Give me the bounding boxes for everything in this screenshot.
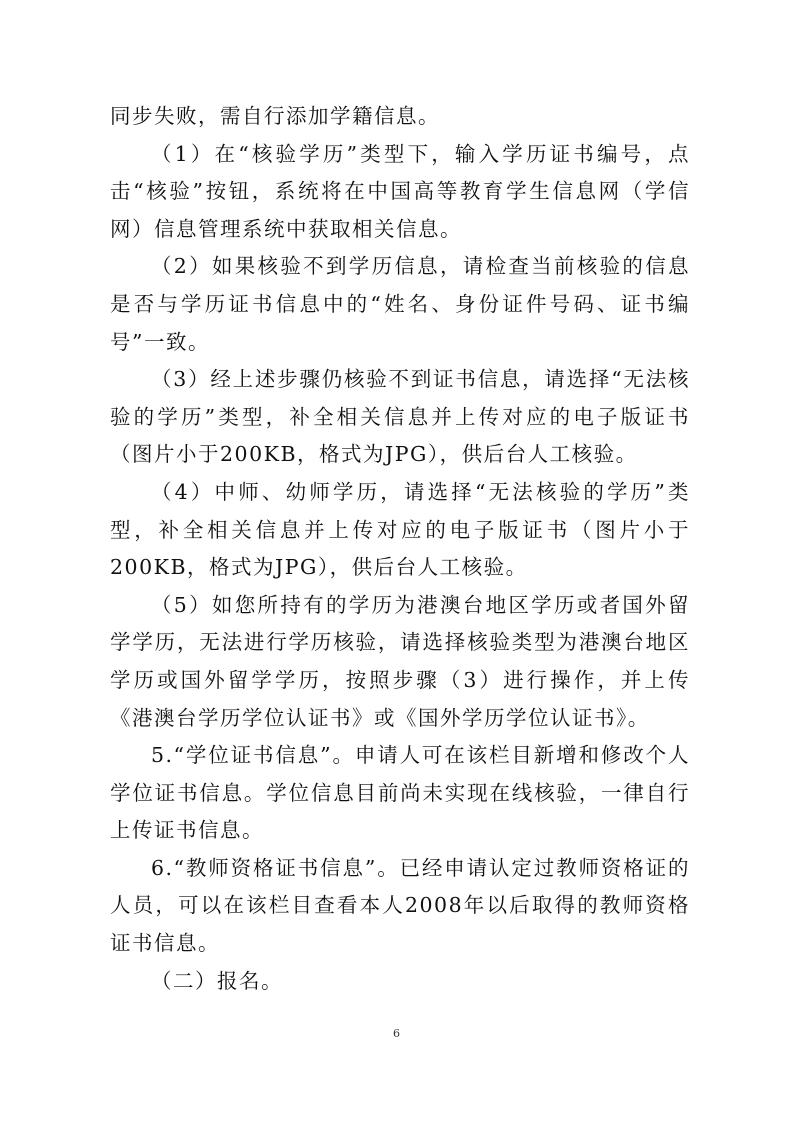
paragraph-step-3: （3）经上述步骤仍核验不到证书信息，请选择“无法核验的学历”类型，补全相关信息并上传对应的电子版证书（图片小于200KB，格式为JPG），供后台人工核验。: [110, 367, 690, 467]
paragraph-step-5: （5）如您所持有的学历为港澳台地区学历或者国外留学学历，无法进行学历核验，请选择核验类型为港澳台地区学历或国外留学学历，按照步骤（3）进行操作，并上传《港澳台学历学位认证书》或《国外学历学位认证书》。: [110, 592, 690, 730]
paragraph-step-1: （1）在“核验学历”类型下，输入学历证书编号，点击“核验”按钮，系统将在中国高等教育学生信息网（学信网）信息管理系统中获取相关信息。: [110, 141, 690, 241]
paragraph-degree-info: 5.“学位证书信息”。申请人可在该栏目新增和修改个人学位证书信息。学位信息目前尚未实现在线核验，一律自行上传证书信息。: [110, 743, 690, 843]
page-number: 6: [393, 1027, 400, 1040]
section-heading-registration: （二）报名。: [151, 968, 283, 993]
paragraph-teacher-cert-info: 6.“教师资格证书信息”。已经申请认定过教师资格证的人员，可以在该栏目查看本人2008年以后取得的教师资格证书信息。: [110, 855, 690, 956]
document-body: [110, 98, 690, 1000]
paragraph-step-2: （2）如果核验不到学历信息，请检查当前核验的信息是否与学历证书信息中的“姓名、身份证件号码、证书编号”一致。: [110, 254, 690, 354]
paragraph-step-4: （4）中师、幼师学历，请选择“无法核验的学历”类型，补全相关信息并上传对应的电子版证书（图片小于200KB，格式为JPG），供后台人工核验。: [110, 479, 690, 580]
paragraph-continuation: 同步失败，需自行添加学籍信息。: [110, 104, 440, 128]
